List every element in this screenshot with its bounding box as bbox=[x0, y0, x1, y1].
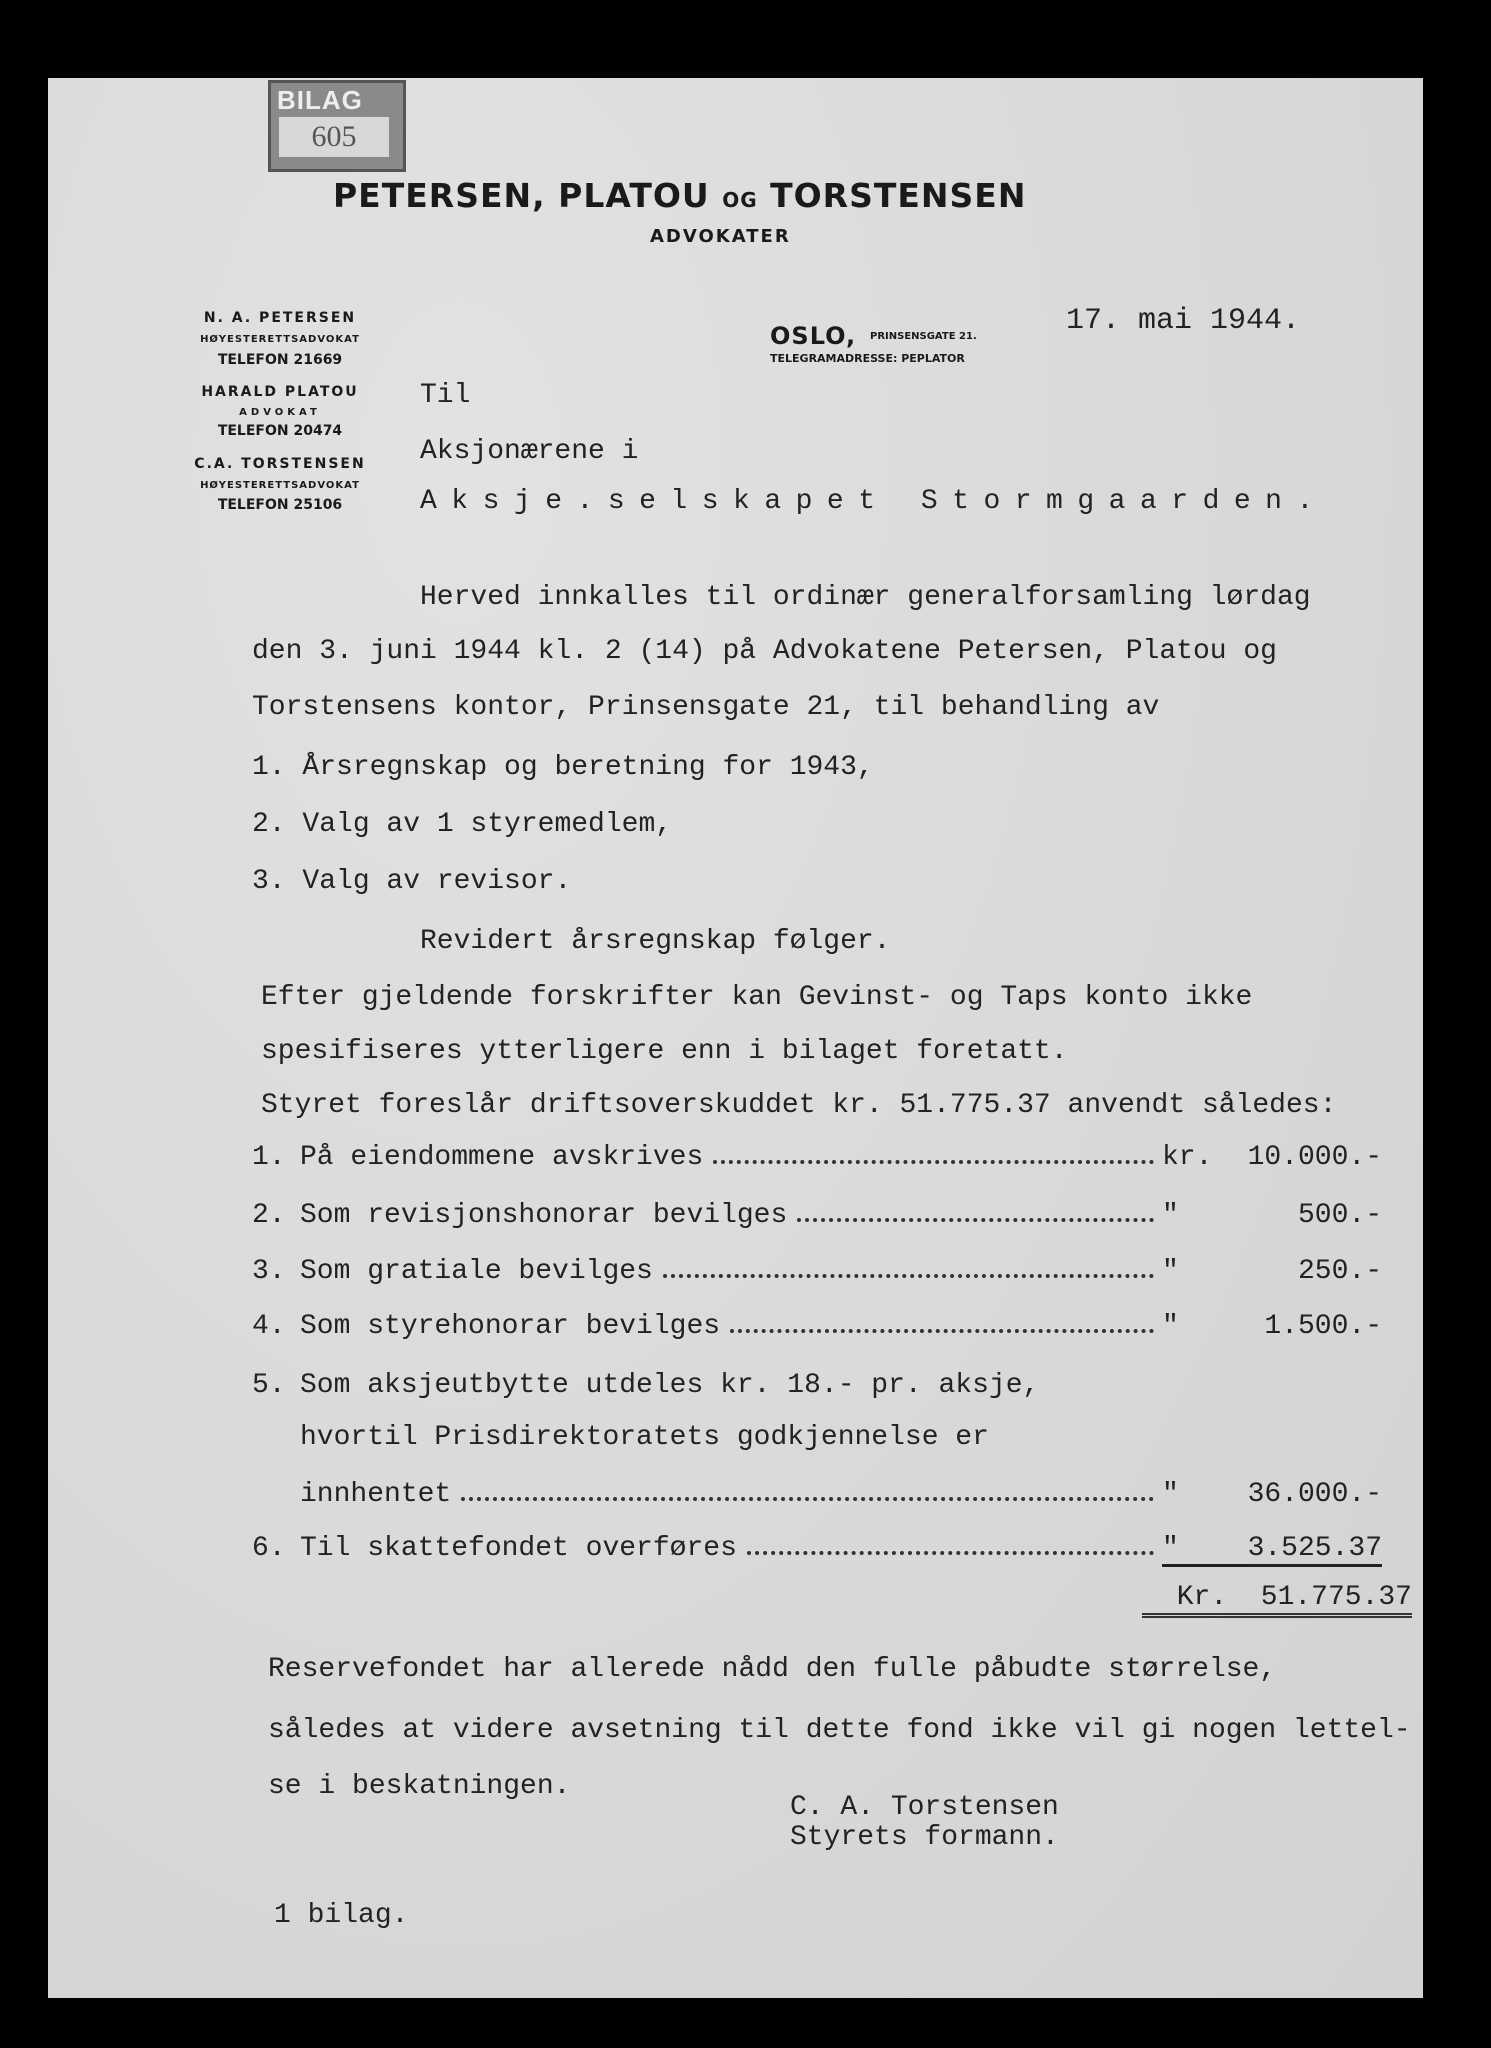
agenda-item: 3. Valg av revisor. bbox=[252, 866, 572, 897]
body-line: Revidert årsregnskap følger. bbox=[420, 926, 891, 957]
agenda-item: 1. Årsregnskap og beretning for 1943, bbox=[252, 752, 874, 783]
body-line: se i beskatningen. bbox=[268, 1771, 571, 1802]
allocation-row-cont: hvortil Prisdirektoratets godkjennelse er bbox=[300, 1422, 989, 1453]
allocation-row: 6. Til skattefondet overføres " 3.525.37 bbox=[252, 1533, 1382, 1567]
allocation-row: 4. Som styrehonorar bevilges " 1.500.- bbox=[252, 1311, 1382, 1342]
enclosure-note: 1 bilag. bbox=[274, 1900, 409, 1931]
partner-phone: TELEFON 25106 bbox=[217, 497, 343, 513]
signature-role: Styrets formann. bbox=[790, 1822, 1059, 1853]
recipient-line: Til bbox=[420, 380, 471, 411]
firm-name: PETERSEN, PLATOU OG TORSTENSEN bbox=[333, 176, 1027, 215]
body-line: spesifiseres ytterligere enn i bilaget foretatt. bbox=[261, 1036, 1068, 1067]
partner-title: HØYESTERETTSADVOKAT bbox=[200, 334, 360, 345]
allocation-total: Kr. 51.775.37 bbox=[1142, 1582, 1412, 1618]
recipient-company: Aksje.selskapet Stormgaarden. bbox=[420, 486, 1328, 517]
partner-name: N. A. PETERSEN bbox=[203, 310, 357, 326]
dot-leader bbox=[797, 1218, 1154, 1222]
body-line: Reservefondet har allerede nådd den fulle påbudte størrelse, bbox=[268, 1654, 1277, 1685]
dot-leader bbox=[747, 1551, 1154, 1555]
firm-subtitle: ADVOKATER bbox=[650, 226, 791, 247]
stamp-label: BILAG bbox=[277, 85, 363, 115]
dot-leader bbox=[663, 1274, 1154, 1278]
stamp-number: 605 bbox=[279, 117, 389, 157]
body-line: Herved innkalles til ordinær generalforsamling lørdag bbox=[420, 582, 1311, 613]
partner-name: HARALD PLATOU bbox=[201, 384, 359, 400]
agenda-item: 2. Valg av 1 styremedlem, bbox=[252, 809, 673, 840]
body-line: Styret foreslår driftsoverskuddet kr. 51.775.37 anvendt således: bbox=[261, 1090, 1337, 1121]
dot-leader bbox=[730, 1329, 1154, 1333]
body-line: Torstensens kontor, Prinsensgate 21, til behandling av bbox=[252, 692, 1160, 723]
allocation-row: 2. Som revisjonshonorar bevilges " 500.- bbox=[252, 1200, 1382, 1231]
bilag-stamp bbox=[268, 80, 406, 172]
partner-name: C.A. TORSTENSEN bbox=[194, 456, 366, 472]
allocation-row: 3. Som gratiale bevilges " 250.- bbox=[252, 1256, 1382, 1287]
partner-title: HØYESTERETTSADVOKAT bbox=[200, 480, 360, 491]
partner-phone: TELEFON 21669 bbox=[217, 352, 343, 368]
allocation-row-cont: innhentet " 36.000.- bbox=[300, 1479, 1382, 1510]
partner-phone: TELEFON 20474 bbox=[217, 423, 343, 439]
letter-date: 17. mai 1944. bbox=[1066, 304, 1301, 338]
allocation-row: 1. På eiendommene avskrives kr. 10.000.- bbox=[252, 1142, 1382, 1173]
body-line: den 3. juni 1944 kl. 2 (14) på Advokatene Petersen, Platou og bbox=[252, 636, 1277, 667]
dot-leader bbox=[713, 1160, 1154, 1164]
recipient-line: Aksjonærene i bbox=[420, 436, 639, 467]
body-line: således at videre avsetning til dette fond ikke vil gi nogen lettel- bbox=[268, 1715, 1411, 1746]
address: PRINSENSGATE 21. bbox=[870, 331, 977, 342]
signature-name: C. A. Torstensen bbox=[790, 1792, 1059, 1823]
telegram-address: TELEGRAMADRESSE: PEPLATOR bbox=[770, 352, 965, 365]
body-line: Efter gjeldende forskrifter kan Gevinst- og Taps konto ikke bbox=[261, 982, 1253, 1013]
dot-leader bbox=[461, 1497, 1154, 1501]
partner-title: ADVOKAT bbox=[239, 407, 321, 418]
city: OSLO, bbox=[770, 322, 857, 350]
allocation-row: 5. Som aksjeutbytte utdeles kr. 18.- pr. aksje, bbox=[252, 1370, 1040, 1401]
